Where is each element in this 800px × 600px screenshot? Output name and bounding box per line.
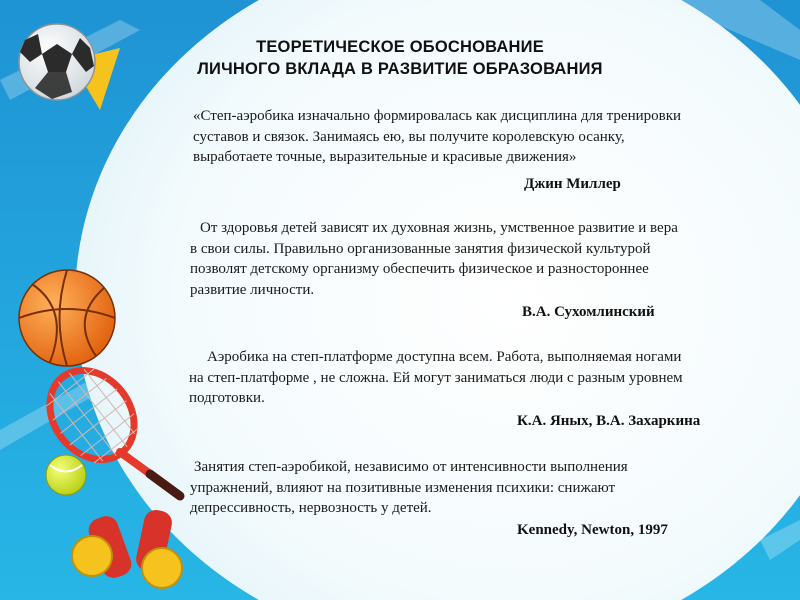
quote-4-author: Kennedy, Newton, 1997 — [517, 522, 668, 538]
quote-line: Аэробика на степ-платформе доступна всем. Работа, выполняемая ногами — [207, 349, 682, 365]
quote-4-text — [190, 457, 730, 519]
quote-line: на степ-платформе , не сложна. Ей могут заниматься люди с разным уровнем — [189, 369, 683, 386]
quote-1-author: Джин Миллер — [524, 176, 621, 192]
quote-line: в свои силы. Правильно организованные занятия физической культурой — [190, 240, 651, 257]
quote-line: упражнений, влияют на позитивные изменения психики: снижают — [190, 479, 616, 496]
page-title — [150, 36, 650, 80]
quote-2-author: В.А. Сухомлинский — [522, 304, 655, 320]
quote-line: развитие личности. — [190, 281, 315, 298]
quote-line: позволят детскому организму обеспечить физическое и разностороннее — [190, 261, 649, 277]
quote-1-text — [193, 106, 793, 168]
quote-3-author: К.А. Яных, В.А. Захаркина — [517, 413, 701, 429]
title-line-2: ЛИЧНОГО ВКЛАДА В РАЗВИТИЕ ОБРАЗОВАНИЯ — [197, 60, 603, 78]
quote-line: выработаете точные, выразительные и красивые движения» — [193, 149, 577, 165]
soccer-ball-icon — [19, 24, 95, 100]
quote-line: От здоровья детей зависят их духовная жизнь, умственное развитие и вера — [200, 220, 678, 236]
quote-3-text — [189, 347, 799, 409]
quote-line: «Степ-аэробика изначально формировалась как дисциплина для тренировки — [193, 108, 682, 124]
quote-line: депрессивность, нервозность у детей. — [190, 500, 432, 516]
quote-line: суставов и связок. Занимаясь ею, вы получите королевскую осанку, — [193, 128, 625, 145]
quote-2-text — [190, 218, 780, 300]
title-line-1: ТЕОРЕТИЧЕСКОЕ ОБОСНОВАНИЕ — [256, 38, 544, 56]
basketball-icon — [19, 270, 115, 366]
tennis-ball-icon — [46, 455, 86, 495]
quote-line: Занятия степ-аэробикой, независимо от интенсивности выполнения — [194, 459, 628, 475]
quote-line: подготовки. — [189, 390, 265, 406]
